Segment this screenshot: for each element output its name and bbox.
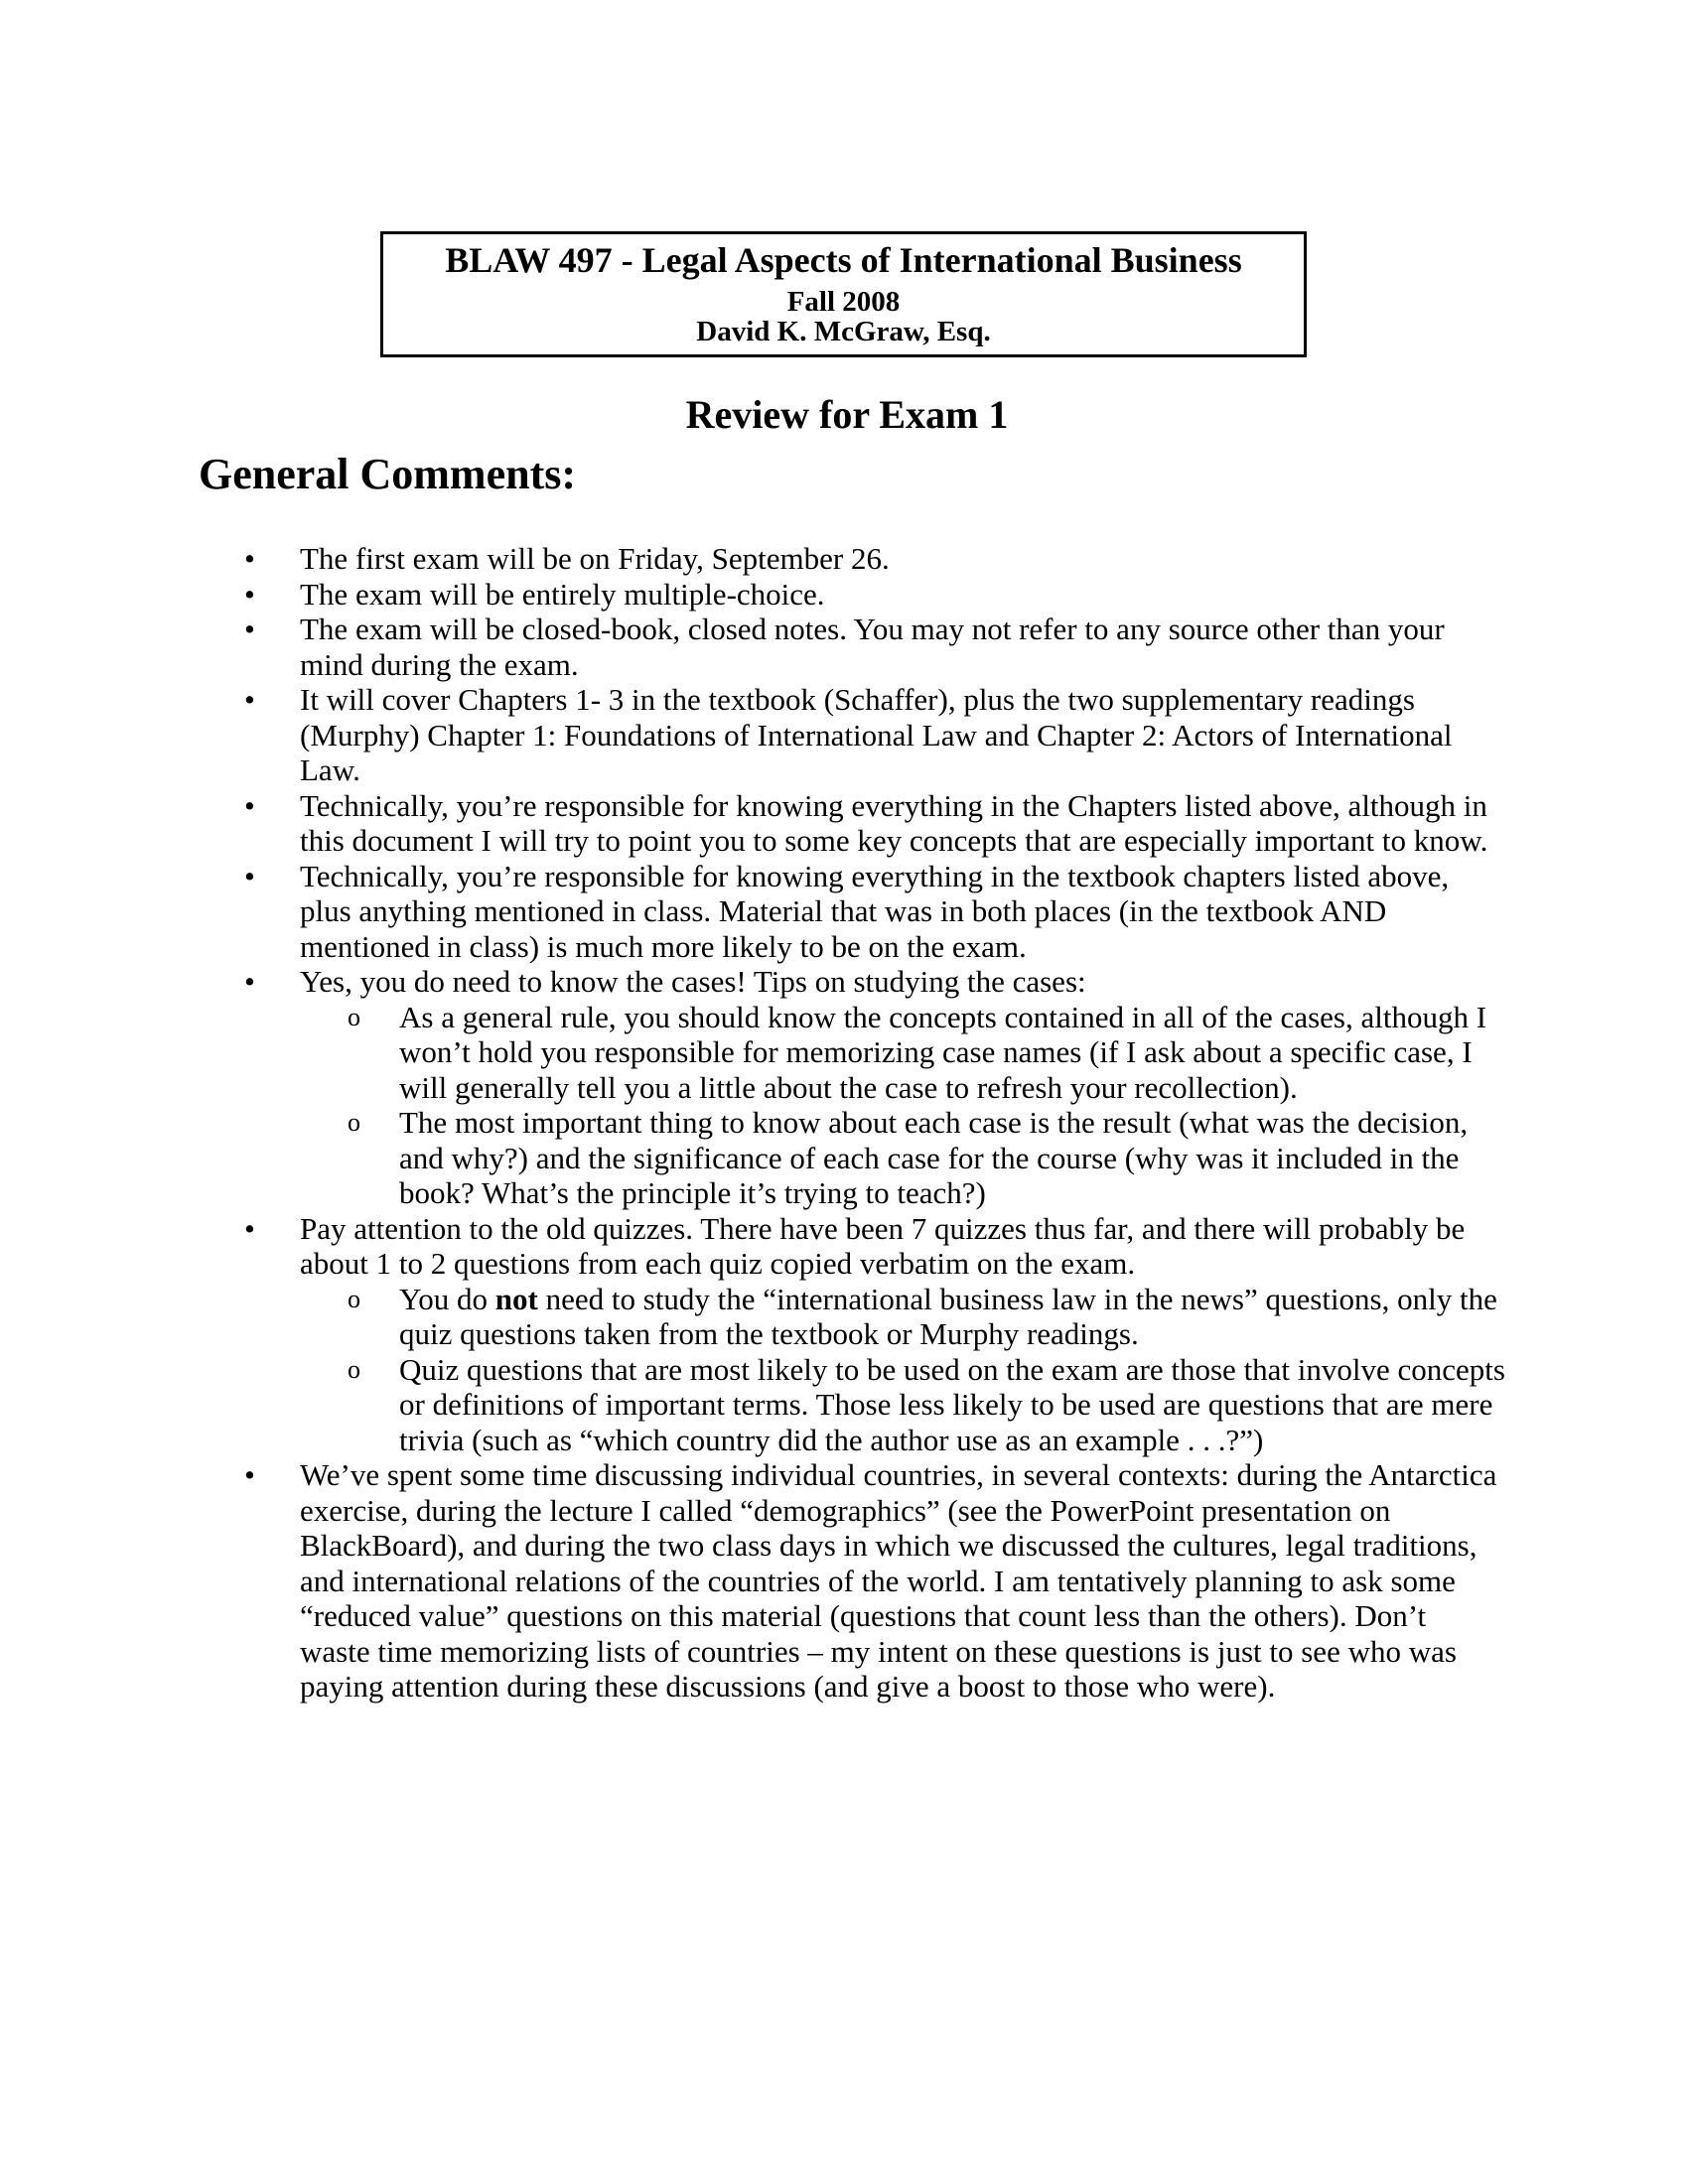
list-item-text: paying attention during these discussions (and give a boost to those who were). [300, 1669, 1276, 1704]
bullet-icon: • [244, 964, 255, 999]
list-item [0, 612, 1688, 682]
list-item-text: plus anything mentioned in class. Material that was in both places (in the textbook AND [300, 893, 1387, 928]
bullet-icon: • [244, 858, 255, 893]
list-item-text: The exam will be closed-book, closed notes. You may not refer to any source other than your [300, 612, 1445, 646]
list-item-text: quiz questions taken from the textbook or Murphy readings. [399, 1316, 1139, 1351]
list-item-text: Law. [300, 752, 360, 787]
list-item-text: Technically, you’re responsible for knowing everything in the textbook chapters listed above, [300, 858, 1450, 893]
document-title: Review for Exam 1 [685, 392, 1009, 437]
list-item-text: Pay attention to the old quizzes. There have been 7 quizzes thus far, and there will probably be [300, 1210, 1466, 1246]
list-item [0, 788, 1688, 859]
list-item-text: and international relations of the countries of the world. I am tentatively planning to ask some [300, 1563, 1456, 1598]
bullet-icon: • [244, 682, 255, 717]
list-item [0, 1457, 1688, 1705]
list-item-text: Quiz questions that are most likely to be used on the exam are those that involve concepts [399, 1351, 1505, 1387]
list-item-text: waste time memorizing lists of countries – my intent on these questions is just to see who was [300, 1633, 1457, 1669]
list-item-text: It will cover Chapters 1- 3 in the textbook (Schaffer), plus the two supplementary readings [300, 682, 1415, 717]
list-item-text: trivia (such as “which country did the author use as an example . . .?”) [399, 1422, 1264, 1457]
course-title: BLAW 497 - Legal Aspects of International Business [445, 240, 1242, 280]
list-item-text: As a general rule, you should know the concepts contained in all of the cases, although I [399, 999, 1487, 1034]
list-item-text: exercise, during the lecture I called “demographics” (see the PowerPoint presentation on [300, 1492, 1391, 1528]
sub-list-item [0, 1105, 1688, 1211]
hollow-bullet-icon: o [348, 1354, 360, 1384]
list-item [0, 577, 1688, 613]
course-header-box [380, 231, 1307, 357]
list-item-text: mind during the exam. [300, 646, 579, 682]
list-item [0, 1211, 1688, 1282]
list-item-text: The most important thing to know about each case is the result (what was the decision, [399, 1105, 1469, 1140]
list-item-text: We’ve spent some time discussing individual countries, in several contexts: during the Antarctica [300, 1457, 1497, 1492]
sub-list-item [0, 1352, 1688, 1458]
bullet-icon: • [244, 612, 255, 646]
general-comments-list [0, 541, 1688, 1705]
section-heading: General Comments: [199, 450, 577, 498]
sub-list-item [0, 1282, 1688, 1352]
list-item-text: Technically, you’re responsible for knowing everything in the Chapters listed above, although in [300, 787, 1487, 823]
course-term: Fall 2008 [786, 286, 901, 318]
list-item-text: Yes, you do need to know the cases! Tips on studying the cases: [300, 964, 1086, 999]
list-item-text: The exam will be entirely multiple-choice. [300, 576, 825, 612]
bullet-icon: • [244, 1210, 255, 1246]
list-item [0, 541, 1688, 577]
list-item-text: will generally tell you a little about the case to refresh your recollection). [399, 1069, 1298, 1105]
hollow-bullet-icon: o [348, 1002, 360, 1031]
list-item-text: “reduced value” questions on this material (questions that count less than the others). Don’t [300, 1598, 1427, 1633]
list-item-text: about 1 to 2 questions from each quiz copied verbatim on the exam. [300, 1246, 1136, 1281]
list-item-text: BlackBoard), and during the two class days in which we discussed the cultures, legal traditions, [300, 1528, 1477, 1563]
bullet-icon: • [244, 541, 255, 576]
list-item-text: this document I will try to point you to some key concepts that are especially important to know. [300, 823, 1488, 858]
list-item-text: or definitions of important terms. Those less likely to be used are questions that are mere [399, 1387, 1493, 1422]
sub-list-item [0, 1000, 1688, 1106]
bullet-icon: • [244, 576, 255, 612]
list-item-text: book? What’s the principle it’s trying to teach?) [399, 1175, 986, 1210]
list-item-text: and why?) and the significance of each case for the course (why was it included in the [399, 1140, 1460, 1175]
list-item-text: (Murphy) Chapter 1: Foundations of International Law and Chapter 2: Actors of International [300, 717, 1453, 752]
hollow-bullet-icon: o [348, 1108, 360, 1137]
list-item-text: won’t hold you responsible for memorizing case names (if I ask about a specific case, I [399, 1034, 1473, 1069]
emphasis-not: not [494, 1281, 538, 1316]
list-item-text: mentioned in class) is much more likely to be on the exam. [300, 928, 1027, 964]
list-item-text: The first exam will be on Friday, September 26. [300, 541, 890, 576]
list-item [0, 859, 1688, 965]
list-item [0, 964, 1688, 1000]
bullet-icon: • [244, 787, 255, 823]
instructor-name: David K. McGraw, Esq. [696, 316, 991, 347]
bullet-icon: • [244, 1457, 255, 1492]
list-item [0, 682, 1688, 788]
list-item-text: You do not need to study the “international business law in the news” questions, only the [399, 1281, 1497, 1316]
hollow-bullet-icon: o [348, 1284, 360, 1313]
